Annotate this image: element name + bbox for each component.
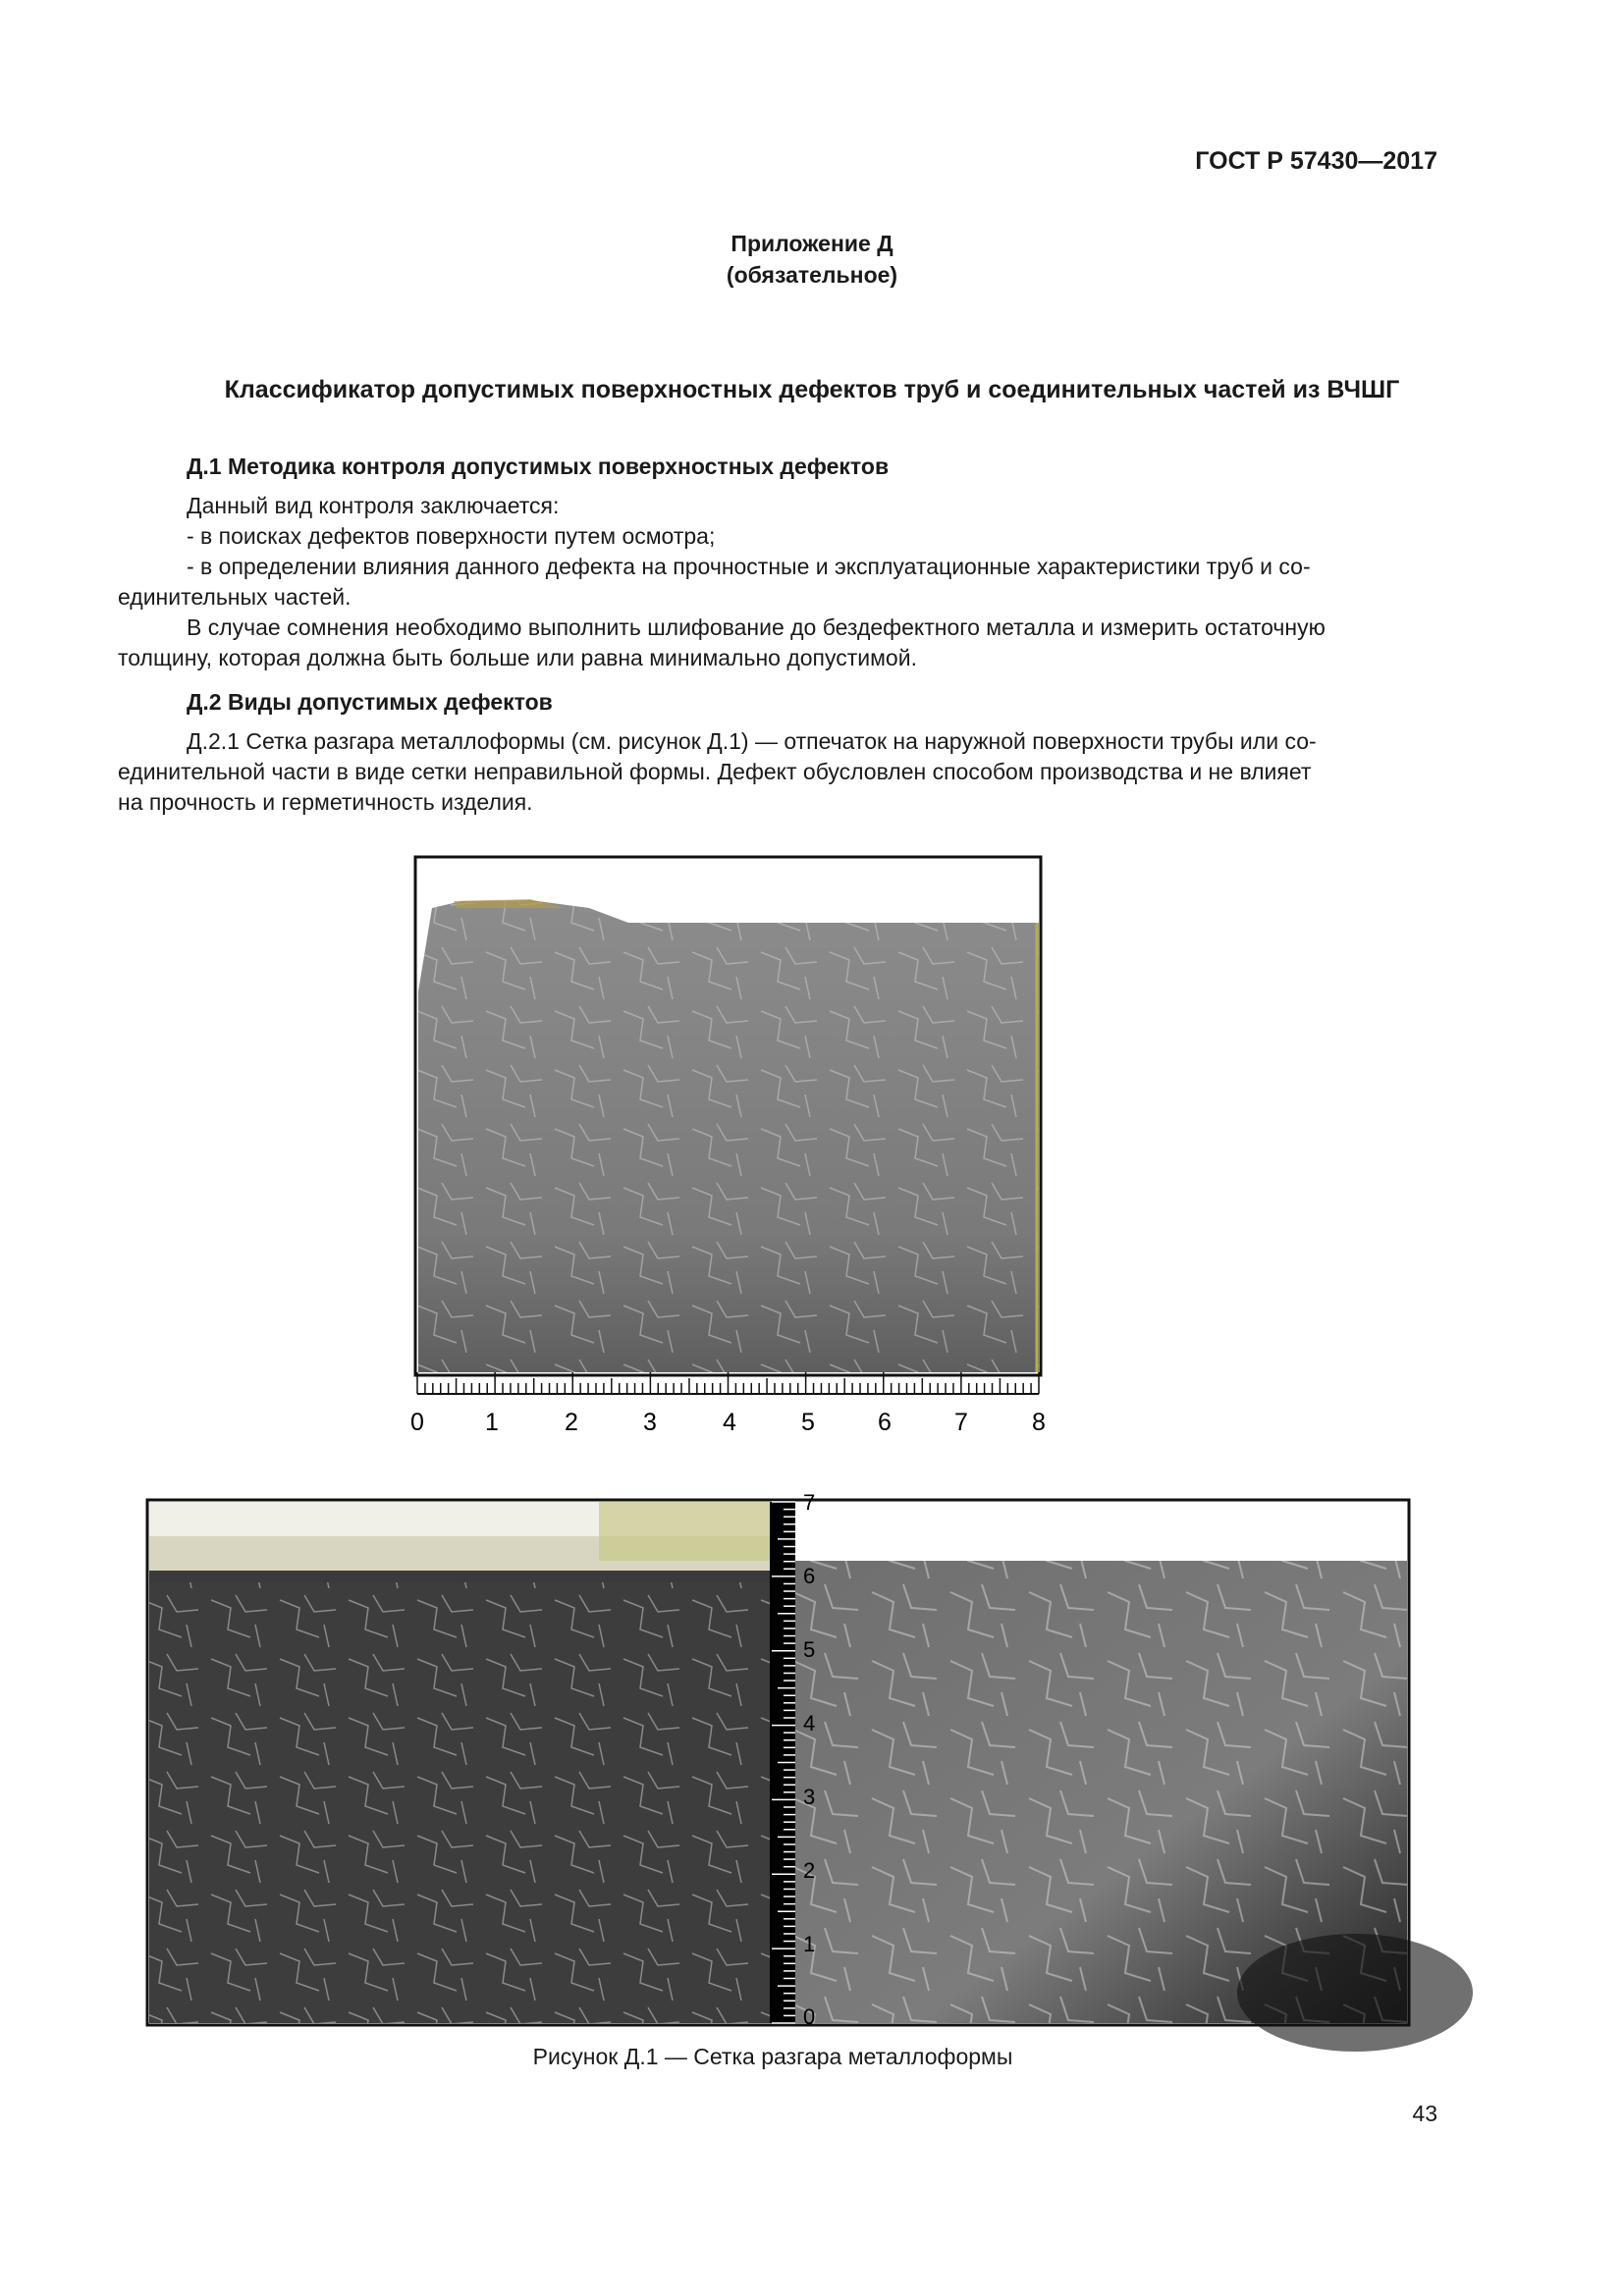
section1-heading: Д.1 Методика контроля допустимых поверхностных дефектов — [187, 454, 890, 479]
top-ruler — [410, 1372, 1046, 1436]
top-scale-label: 3 — [643, 1409, 657, 1436]
annex-status: (обязательное) — [726, 262, 898, 288]
top-scale-label: 6 — [878, 1409, 892, 1436]
side-scale-label: 0 — [803, 2004, 816, 2029]
section1-line-5: В случае сомнения необходимо выполнить шлифование до бездефектного металла и измерить остаточную — [187, 614, 1326, 640]
section1-line-1: Данный вид контроля заключается: — [187, 493, 560, 518]
figure-caption: Рисунок Д.1 — Сетка разгара металлоформы — [532, 2044, 1013, 2069]
side-scale-label: 6 — [803, 1564, 816, 1588]
top-scale-label: 1 — [485, 1409, 499, 1436]
section1-line-3: - в определении влияния данного дефекта на прочностные и эксплуатационные характеристики труб и со- — [187, 554, 1311, 579]
top-photo — [415, 857, 1041, 1375]
section2-line-1: Д.2.1 Сетка разгара металлоформы (см. рисунок Д.1) — отпечаток на наружной поверхности трубы или со- — [187, 728, 1317, 754]
side-scale-label: 4 — [803, 1711, 816, 1735]
section1-line-6: толщину, которая должна быть больше или равна минимально допустимой. — [118, 645, 917, 670]
section2-line-3: на прочность и герметичность изделия. — [118, 789, 533, 815]
section2-heading: Д.2 Виды допустимых дефектов — [187, 689, 553, 715]
top-scale-label: 8 — [1032, 1409, 1046, 1436]
top-scale-label: 0 — [410, 1409, 424, 1436]
top-scale-label: 5 — [801, 1409, 815, 1436]
top-scale-label: 2 — [565, 1409, 578, 1436]
side-scale-label: 3 — [803, 1785, 816, 1809]
section2-line-2: единительной части в виде сетки неправильной формы. Дефект обусловлен способом производства и не влияет — [118, 759, 1312, 784]
top-ruler-labels — [410, 1409, 1046, 1436]
side-scale-label: 7 — [803, 1490, 816, 1515]
section1-line-2: - в поисках дефектов поверхности путем осмотра; — [187, 523, 716, 549]
side-scale-label: 2 — [803, 1858, 816, 1883]
document-code: ГОСТ Р 57430—2017 — [1195, 147, 1437, 175]
top-scale-label: 4 — [723, 1409, 736, 1436]
main-title: Классификатор допустимых поверхностных дефектов труб и соединительных частей из ВЧШГ — [224, 376, 1400, 403]
section1-line-4: единительных частей. — [118, 584, 352, 610]
side-scale-label: 5 — [803, 1637, 816, 1662]
annex-title: Приложение Д — [731, 231, 893, 256]
top-scale-label: 7 — [954, 1409, 968, 1436]
side-scale-label: 1 — [803, 1932, 816, 1956]
page-number: 43 — [1412, 2101, 1437, 2126]
